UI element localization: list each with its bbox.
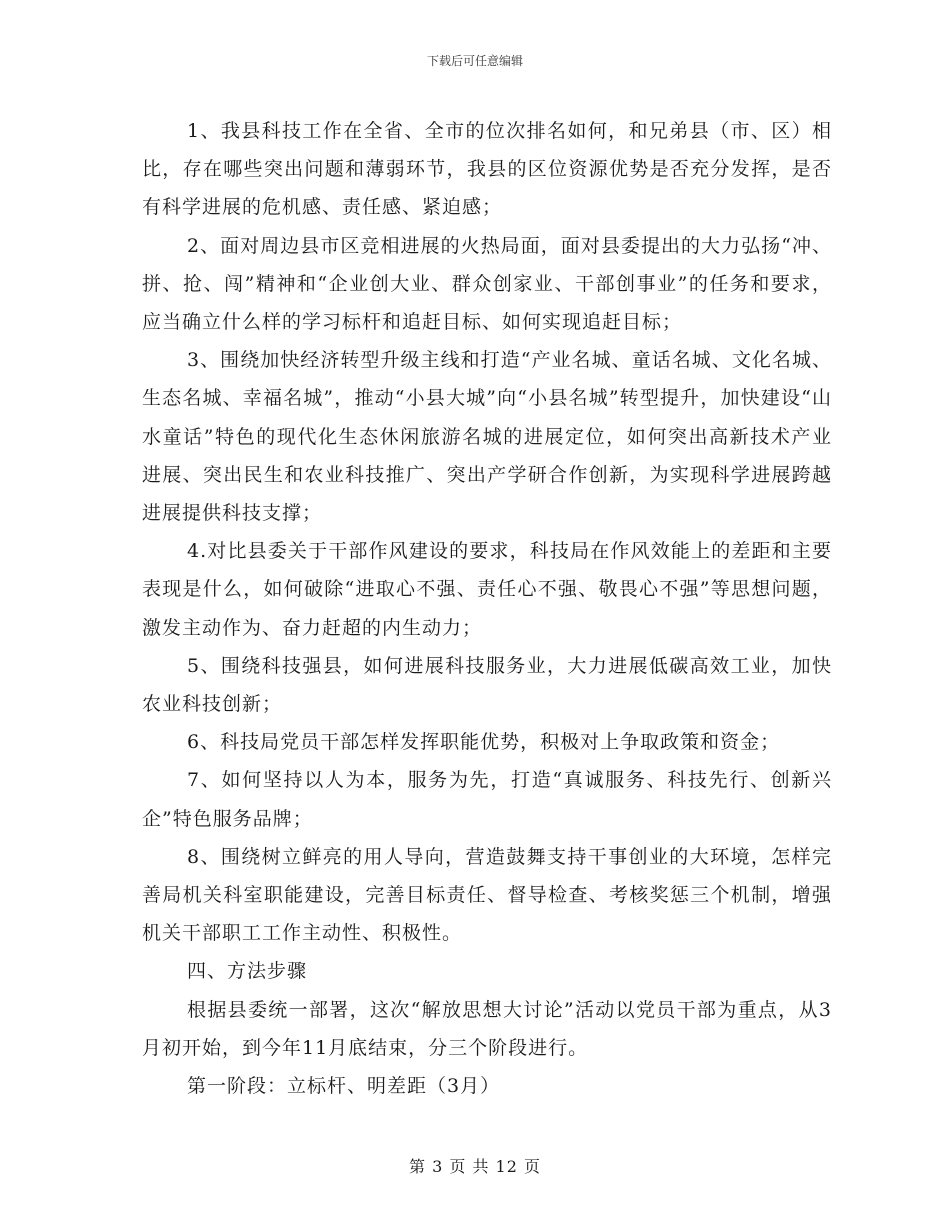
paragraph-item-1: 1、我县科技工作在全省、全市的位次排名如何，和兄弟县（市、区）相比，存在哪些突出问题和薄弱环节，我县的区位资源优势是否充分发挥，是否有科学进展的危机感、责任感、紧迫感； bbox=[142, 120, 832, 219]
paragraph-item-3: 3、围绕加快经济转型升级主线和打造“产业名城、童话名城、文化名城、生态名城、幸福名城”，推动“小县大城”向“小县名城”转型提升，加快建设“山水童话”特色的现代化生态休闲旅游名城的进展定位，如何突出高新技术产业进展、突出民生和农业科技推广、突出产学研合作创新，为实现科学进展跨越进展提供科技支撑； bbox=[142, 349, 832, 525]
phase-heading-first: 第一阶段：立标杆、明差距（3月） bbox=[187, 1075, 501, 1098]
paragraph-item-4: 4.对比县委关于干部作风建设的要求，科技局在作风效能上的差距和主要表现是什么，如何破除“进取心不强、责任心不强、敬畏心不强”等思想问题，激发主动作为、奋力赶超的内生动力； bbox=[142, 540, 832, 639]
document-body bbox=[142, 112, 832, 1105]
section-heading-methods: 四、方法步骤 bbox=[187, 960, 308, 983]
paragraph-item-2: 2、面对周边县市区竞相进展的火热局面，面对县委提出的大力弘扬“冲、拼、抢、闯”精神和“企业创大业、群众创家业、干部创事业”的任务和要求，应当确立什么样的学习标杆和追赶目标、如何实现追赶目标； bbox=[142, 234, 832, 334]
page-number-footer: 第 3 页 共 12 页 bbox=[409, 1157, 541, 1176]
page-header-note: 下载后可任意编辑 bbox=[426, 54, 523, 68]
paragraph-item-6: 6、科技局党员干部怎样发挥职能优势，积极对上争取政策和资金； bbox=[187, 731, 781, 754]
paragraph-item-5: 5、围绕科技强县，如何进展科技服务业，大力进展低碳高效工业，加快农业科技创新； bbox=[142, 654, 832, 716]
paragraph-item-8: 8、围绕树立鲜亮的用人导向，营造鼓舞支持干事创业的大环境，怎样完善局机关科室职能建设，完善目标责任、督导检查、考核奖惩三个机制，增强机关干部职工工作主动性、积极性。 bbox=[142, 845, 832, 945]
paragraph-item-7: 7、如何坚持以人为本，服务为先，打造“真诚服务、科技先行、创新兴企”特色服务品牌； bbox=[142, 769, 832, 830]
paragraph-deployment: 根据县委统一部署，这次“解放思想大讨论”活动以党员干部为重点，从3月初开始，到今年11月底结束，分三个阶段进行。 bbox=[142, 998, 832, 1059]
